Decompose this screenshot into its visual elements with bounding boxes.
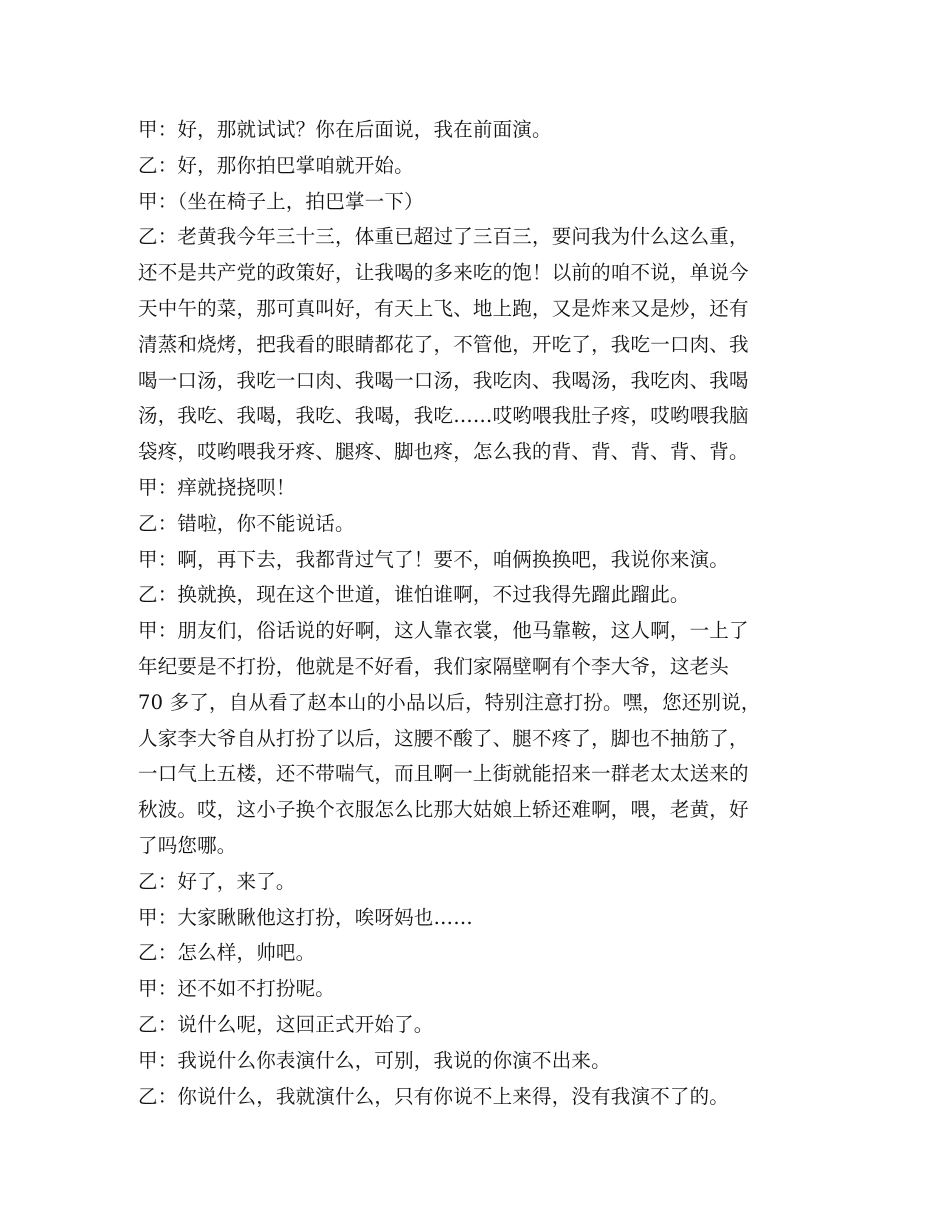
document-text xyxy=(138,112,828,1114)
text-line: 乙：换就换，现在这个世道，谁怕谁啊，不过我得先蹓此蹓此。 xyxy=(138,583,690,607)
text-line: 袋疼，哎哟喂我牙疼、腿疼、脚也疼，怎么我的背、背、背、背、背。 xyxy=(138,440,749,464)
text-line: 人家李大爷自从打扮了以后，这腰不酸了、腿不疼了，脚也不抽筋了， xyxy=(138,726,749,750)
text-line: 甲：（坐在椅子上，拍巴掌一下） xyxy=(138,189,424,213)
text-line: 乙：怎么样，帅吧。 xyxy=(138,941,316,965)
text-line: 甲：痒就挠挠呗！ xyxy=(138,475,296,499)
text-line: 甲：啊，再下去，我都背过气了！要不，咱俩换换吧，我说你来演。 xyxy=(138,547,730,571)
text-line: 汤，我吃、我喝，我吃、我喝，我吃……哎哟喂我肚子疼，哎哟喂我脑 xyxy=(138,404,749,428)
text-line: 年纪要是不打扮，他就是不好看，我们家隔壁啊有个李大爷，这老头 xyxy=(138,654,730,678)
text-line: 乙：好了，来了。 xyxy=(138,869,296,893)
text-line: 秋波。哎，这小子换个衣服怎么比那大姑娘上轿还难啊，喂，老黄，好 xyxy=(138,798,749,822)
text-line: 甲：我说什么你表演什么，可别，我说的你演不出来。 xyxy=(138,1048,611,1072)
text-line: 天中午的菜，那可真叫好，有天上飞、地上跑，又是炸来又是炒，还有 xyxy=(138,296,749,320)
text-line: 乙：你说什么，我就演什么，只有你说不上来得，没有我演不了的。 xyxy=(138,1084,730,1108)
text-line: 清蒸和烧烤，把我看的眼睛都花了，不管他，开吃了，我吃一口肉、我 xyxy=(138,332,749,356)
text-line: 甲：朋友们，俗话说的好啊，这人靠衣裳，他马靠鞍，这人啊，一上了 xyxy=(138,619,749,643)
text-line: 70 多了，自从看了赵本山的小品以后，特别注意打扮。嘿，您还别说， xyxy=(138,690,761,714)
text-line: 乙：好，那你拍巴掌咱就开始。 xyxy=(138,153,414,177)
text-line: 喝一口汤，我吃一口肉、我喝一口汤，我吃肉、我喝汤，我吃肉、我喝 xyxy=(138,368,749,392)
text-line: 一口气上五楼，还不带喘气，而且啊一上街就能招来一群老太太送来的 xyxy=(138,762,749,786)
text-line: 了吗您哪。 xyxy=(138,833,237,857)
text-line: 甲：大家瞅瞅他这打扮，唉呀妈也…… xyxy=(138,905,473,929)
text-line: 甲：还不如不打扮呢。 xyxy=(138,977,336,1001)
text-line: 乙：老黄我今年三十三，体重已超过了三百三，要问我为什么这么重， xyxy=(138,225,749,249)
text-line: 乙：错啦，你不能说话。 xyxy=(138,511,355,535)
text-line: 乙：说什么呢，这回正式开始了。 xyxy=(138,1012,434,1036)
text-line: 还不是共产党的政策好，让我喝的多来吃的饱！以前的咱不说，单说今 xyxy=(138,261,749,285)
text-line: 甲：好，那就试试？你在后面说，我在前面演。 xyxy=(138,118,552,141)
